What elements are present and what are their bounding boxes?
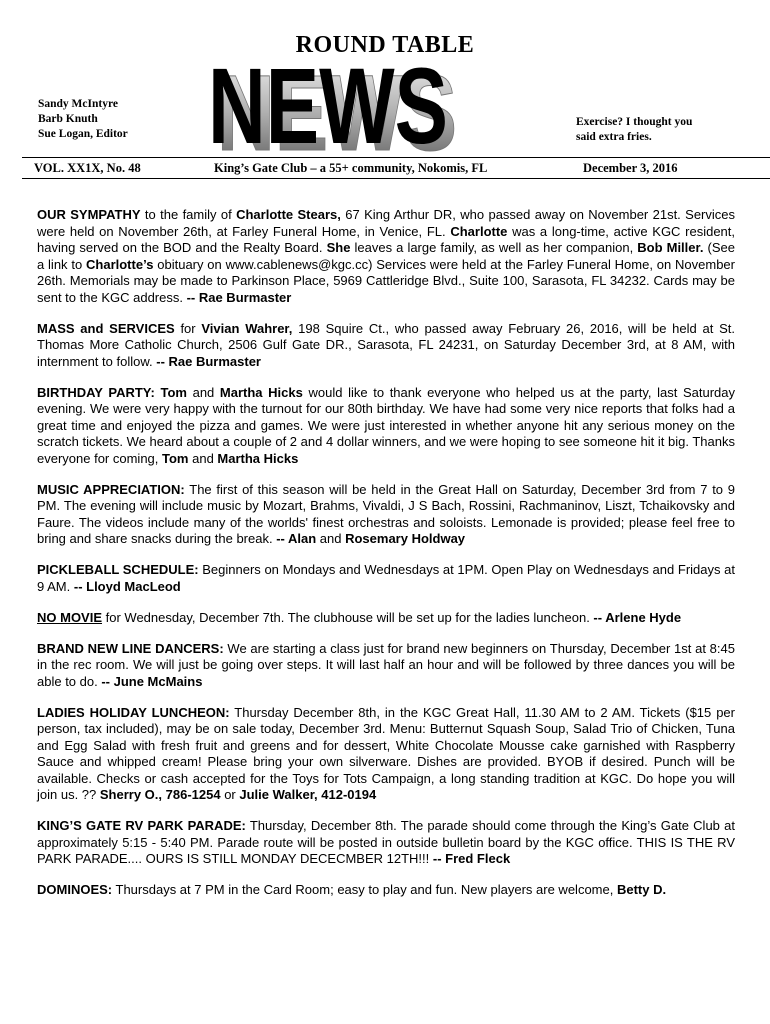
item-pickleball: PICKLEBALL SCHEDULE: Beginners on Mondays and Wednesdays at 1PM. Open Play on Wednesdays and Fridays at 9 AM. -- Lloyd MacLeod <box>37 562 735 594</box>
item-sympathy: OUR SYMPATHY to the family of Charlotte Stears, 67 King Arthur DR, who passed away on November 21st. Services were held on November 26th, at Farley Funeral Home, in Venice, FL. Charlotte was a long-time, active KGC resident, having served on the BOD and the Realty Board. She leaves a large family, as well as her companion, Bob Miller. (See a link to Charlotte’s obituary on www.cablenews@kgc.cc) Services were held at the Farley Funeral Home, on November 26th. Memorials may be made to Parkinson Place, 5969 Cattleridge Blvd., Suite 100, Sarasota, FL 34232. Cards may be sent to the KGC address. -- Rae Burmaster <box>37 207 736 305</box>
divider <box>22 178 770 179</box>
newsletter-body <box>37 207 735 913</box>
item-signature: -- Rae Burmaster <box>186 289 292 305</box>
issue-date: December 3, 2016 <box>583 161 678 175</box>
item-signature: -- Arlene Hyde <box>593 609 682 625</box>
item-heading: OUR SYMPATHY <box>37 207 141 222</box>
item-signature: Betty D. <box>616 882 667 897</box>
item-heading: BIRTHDAY PARTY: <box>37 384 155 400</box>
masthead-quip <box>576 115 692 145</box>
item-heading: NO MOVIE <box>37 609 103 625</box>
editor-name: Sandy McIntyre <box>38 98 118 110</box>
news-logo-text: NEWS <box>208 57 448 157</box>
masthead <box>0 0 770 180</box>
news-logo <box>204 57 469 157</box>
item-heading: BRAND NEW LINE DANCERS: <box>37 640 224 656</box>
item-music: MUSIC APPRECIATION: The first of this season will be held in the Great Hall on Saturday, December 3rd from 7 to 9 PM. The evening will include music by Mozart, Brahms, Vivaldi, J S Bach, Rossini, Rachmaninov, Liszt, Tchaikovsky and Faure. The videos include many of the worlds' finest orchestras and soloists. Lemonade is provided; please feel free to bring and share snacks during the break. -- Alan and Rosemary Holdway <box>37 481 735 546</box>
item-signature: -- Lloyd MacLeod <box>73 578 181 594</box>
divider <box>22 157 770 158</box>
item-signature: Julie Walker, 412-0194 <box>239 787 377 802</box>
item-heading: MASS and SERVICES <box>37 320 175 336</box>
item-dominoes: DOMINOES: Thursdays at 7 PM in the Card Room; easy to play and fun. New players are welcome, Betty D. <box>37 882 667 897</box>
item-signature: -- June McMains <box>101 673 203 689</box>
item-rv-parade: KING’S GATE RV PARK PARADE: Thursday, December 8th. The parade should come through the King’s Gate Club at approximately 5:15 - 5:40 PM. Parade route will be posted in outside bulletin board by the KGC office. THIS IS THE RV PARK PARADE.... OURS IS STILL MONDAY DECECMBER 12TH!!! -- Fred Fleck <box>37 818 735 866</box>
item-heading: LADIES HOLIDAY LUNCHEON: <box>37 704 230 720</box>
item-heading: KING’S GATE RV PARK PARADE: <box>37 818 246 833</box>
quip-line: Exercise? I thought you <box>576 116 693 128</box>
editor-name: Barb Knuth <box>38 113 98 125</box>
editor-list <box>38 97 128 142</box>
item-movie: NO MOVIE for Wednesday, December 7th. The clubhouse will be set up for the ladies luncheon. -- Arlene Hyde <box>37 609 682 625</box>
item-signature: -- Alan <box>276 531 317 546</box>
quip-line: said extra fries. <box>576 131 652 143</box>
newsletter-title: ROUND TABLE <box>295 32 475 58</box>
editor-name: Sue Logan, Editor <box>38 128 128 140</box>
item-mass: MASS and SERVICES for Vivian Wahrer, 198 Squire Ct., who passed away February 26, 2016, will be held at St. Thomas More Catholic Church, 2506 Gulf Gate DR., Sarasota, FL 24231, on Saturday December 3rd, at 8 AM, with internment to follow. -- Rae Burmaster <box>37 320 735 369</box>
item-signature: Rosemary Holdway <box>345 531 466 546</box>
item-signature: Sherry O., 786-1254 <box>99 787 221 802</box>
item-heading: DOMINOES: <box>37 882 113 897</box>
volume-number: VOL. XX1X, No. 48 <box>34 161 141 175</box>
item-birthday: BIRTHDAY PARTY: Tom and Martha Hicks would like to thank everyone who helped us at the party, last Saturday evening. We were very happy with the turnout for our 80th birthday. We have had some very nice reports that folks had a great time and enjoyed the pizza and games. We were just interested in whether anyone hit any serious money on the scratch tickets. We heard about a couple of 2 and 4 dollar winners, and we were hoping to see someone hit it big. Thanks everyone for coming, Tom and Martha Hicks <box>37 384 735 466</box>
item-luncheon: LADIES HOLIDAY LUNCHEON: Thursday December 8th, in the KGC Great Hall, 11.30 AM to 2 AM. Tickets ($15 per person, tax included), may be on sale today, December 3rd. Menu: Butternut Squash Soup, Salad Trio of Chicken, Tuna and Egg Salad with fresh fruit and greens and for dessert, White Chocolate Mousse cake garnished with Raspberry Sauce and whipped cream! Please bring your own silverware. Dishes are provided. BYOB if desired. Punch will be available. Checks or cash accepted for the Toys for Tots Campaign, a long standing tradition at KGC. Do hope you will join us. ?? Sherry O., 786-1254 or Julie Walker, 412-0194 <box>37 704 735 802</box>
item-signature: Martha Hicks <box>217 450 299 466</box>
news-logo-shadow: NEWS <box>217 57 457 157</box>
item-signature: -- Rae Burmaster <box>156 353 261 369</box>
item-signature: -- Fred Fleck <box>432 851 511 866</box>
item-heading: MUSIC APPRECIATION: <box>37 481 185 497</box>
club-tagline: King’s Gate Club – a 55+ community, Nokomis, FL <box>214 161 488 175</box>
item-heading: PICKLEBALL SCHEDULE: <box>37 562 199 577</box>
item-line-dancers: BRAND NEW LINE DANCERS: We are starting a class just for brand new beginners on Thursday, December 1st at 8:45 in the rec room. We will just be going over steps. It will last half an hour and will be followed by three dances you will be able to do. -- June McMains <box>37 640 735 689</box>
